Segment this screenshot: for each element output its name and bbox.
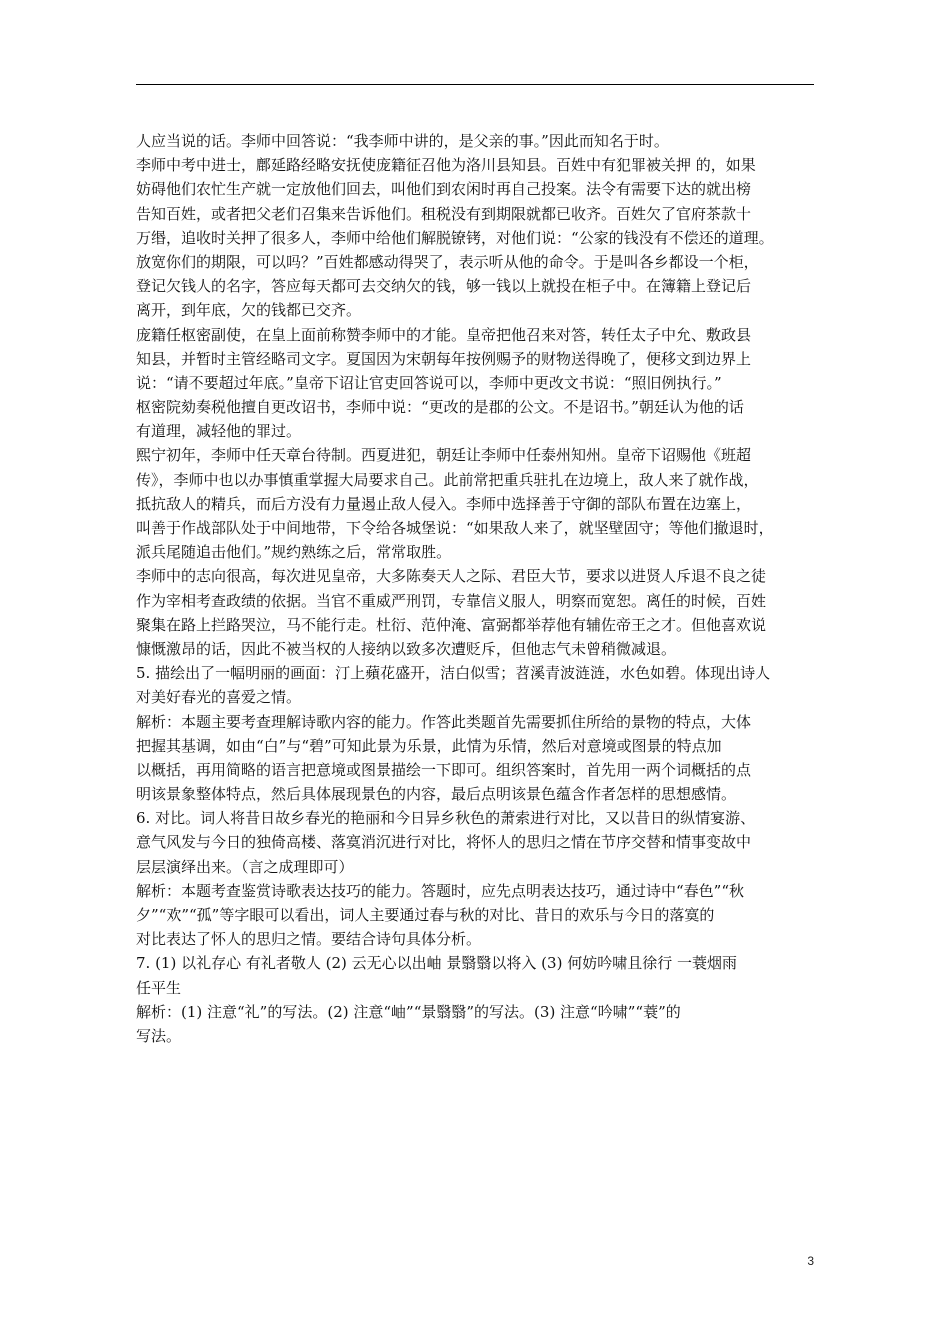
analysis-5: 解析：本题主要考查理解诗歌内容的能力。作答此类题首先需要抓住所给的景物的特点，大体	[136, 712, 752, 731]
answer-6: 6. 对比。词人将昔日故乡春光的艳丽和今日异乡秋色的萧索进行对比，又以昔日的纵情宴游、	[136, 809, 756, 828]
text-line: 作为宰相考查政绩的依据。当官不重威严刑罚，专靠信义服人，明察而宽恕。离任的时候，百姓	[136, 591, 767, 610]
text-line: 意气风发与今日的独倚高楼、落寞消沉进行对比，将怀人的思归之情在节序交替和情事变故中	[136, 833, 752, 852]
text-line: 说：“请不要超过年底。”皇帝下诏让官吏回答说可以，李师中更改文书说：“照旧例执行。”	[136, 373, 722, 392]
text-line: 有道理，减轻他的罪过。	[136, 422, 302, 441]
text-line: 明该景象整体特点，然后具体展现景色的内容，最后点明该景色蕴含作者怎样的思想感情。	[136, 785, 737, 804]
text-line: 聚集在路上拦路哭泣，马不能行走。杜衍、范仲淹、富弼都举荐他有辅佐帝王之才。但他喜欢说	[136, 615, 767, 634]
text-line: 派兵尾随追击他们。”规约熟练之后，常常取胜。	[136, 543, 452, 562]
text-line: 写法。	[136, 1026, 182, 1045]
text-line: 李师中的志向很高，每次进见皇帝，大多陈奏天人之际、君臣大节，要求以进贤人斥退不良之徒	[136, 567, 767, 586]
text-line: 抵抗敌人的精兵，而后方没有力量遏止敌人侵入。李师中选择善于守御的部队布置在边塞上，	[136, 494, 752, 513]
text-line: 万缗，追收时关押了很多人，李师中给他们解脱镣铐，对他们说：“公家的钱没有不偿还的道理。	[136, 228, 774, 247]
text-line: 知县，并暂时主管经略司文字。夏国因为宋朝每年按例赐予的财物送得晚了，便移文到边界上	[136, 349, 752, 368]
answer-5: 5. 描绘出了一幅明丽的画面：汀上蘋花盛开，洁白似雪；苕溪青波涟涟，水色如碧。体现出诗人	[136, 664, 771, 683]
answer-7: 7. (1) 以礼存心 有礼者敬人 (2) 云无心以出岫 景翳翳以将入 (3) 何妨吟啸且徐行 一蓑烟雨	[136, 954, 737, 973]
text-line: 妨碍他们农忙生产就一定放他们回去，叫他们到农闲时再自己投案。法令有需要下达的就出榜	[136, 180, 752, 199]
page-number: 3	[807, 1254, 814, 1268]
text-line: 夕”“欢”“孤”等字眼可以看出，词人主要通过春与秋的对比、昔日的欢乐与今日的落寞的	[136, 906, 715, 924]
text-line: 李师中考中进士，鄜延路经略安抚使庞籍征召他为洛川县知县。百姓中有犯罪被关押 的，如果	[136, 156, 756, 175]
text-line: 层层演绎出来。（言之成理即可）	[136, 857, 354, 876]
document-body	[136, 129, 814, 1048]
text-line: 枢密院劾奏税他擅自更改诏书，李师中说：“更改的是郡的公文。不是诏书。”朝廷认为他的话	[136, 398, 744, 417]
text-line: 把握其基调，如由“白”与“碧”可知此景为乐景，此情为乐情，然后对意境或图景的特点加	[136, 736, 722, 755]
text-line: 慷慨激昂的话，因此不被当权的人接纳以致多次遭贬斥，但他志气未曾稍微减退。	[136, 639, 677, 658]
text-line: 叫善于作战部队处于中间地带，下令给各城堡说：“如果敌人来了，就坚壁固守；等他们撤退时，	[136, 519, 774, 537]
text-line: 登记欠钱人的名字，答应每天都可去交纳欠的钱，够一钱以上就投在柜子中。在簿籍上登记后	[136, 277, 752, 296]
text-line: 庞籍任枢密副使，在皇上面前称赞李师中的才能。皇帝把他召来对答，转任太子中允、敷政县	[136, 325, 752, 344]
text-line: 以概括，再用简略的语言把意境或图景描绘一下即可。组织答案时，首先用一两个词概括的点	[136, 760, 752, 779]
text-line: 离开，到年底，欠的钱都已交齐。	[136, 301, 362, 320]
text-line: 任平生	[136, 978, 182, 997]
text-line: 熙宁初年，李师中任天章台待制。西夏进犯，朝廷让李师中任泰州知州。皇帝下诏赐他《班超	[136, 446, 752, 465]
analysis-6: 解析：本题考查鉴赏诗歌表达技巧的能力。答题时，应先点明表达技巧，通过诗中“春色”“秋	[136, 881, 745, 900]
text-line: 告知百姓，或者把父老们召集来告诉他们。租税没有到期限就都已收齐。百姓欠了官府茶款十	[136, 204, 752, 223]
text-line: 对比表达了怀人的思归之情。要结合诗句具体分析。	[136, 930, 482, 949]
text-line: 人应当说的话。李师中回答说：“我李师中讲的，是父亲的事。”因此而知名于时。	[136, 132, 669, 150]
analysis-7: 解析：(1) 注意“礼”的写法。(2) 注意“岫”“景翳翳”的写法。(3) 注意“吟啸”“蓑”的	[136, 1002, 681, 1021]
text-line: 对美好春光的喜爱之情。	[136, 688, 302, 707]
text-line: 放宽你们的期限，可以吗？”百姓都感动得哭了，表示听从他的命令。于是叫各乡都设一个柜，	[136, 252, 759, 271]
text-line: 传》，李师中也以办事慎重掌握大局要求自己。此前常把重兵驻扎在边境上，敌人来了就作战，	[136, 470, 759, 489]
header-rule	[136, 84, 814, 85]
